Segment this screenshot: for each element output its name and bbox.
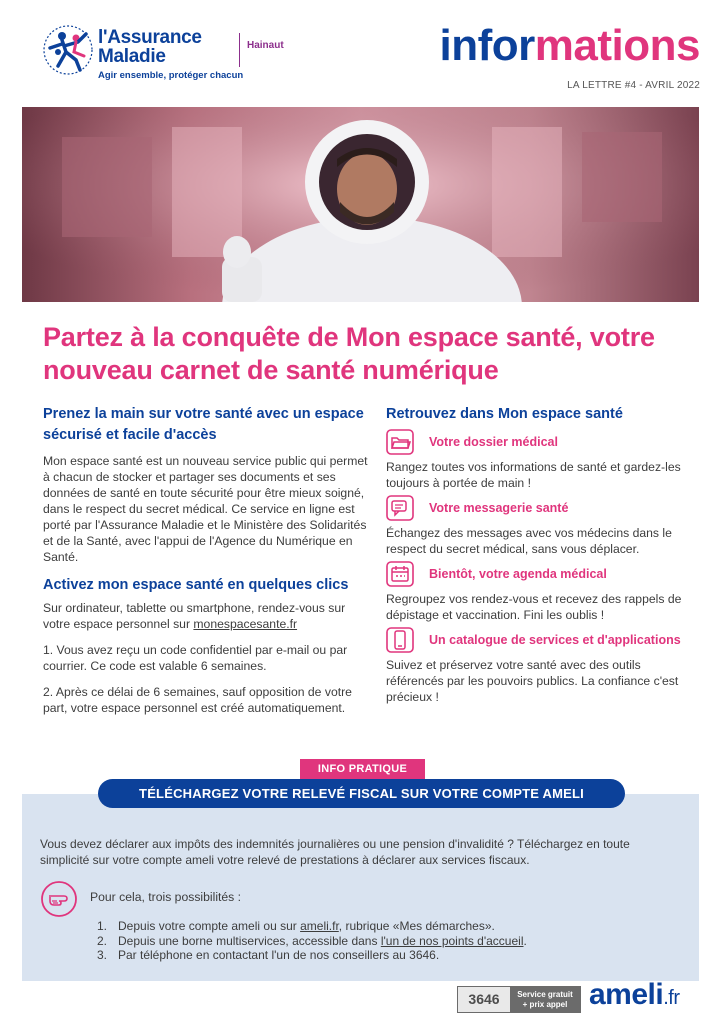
info-lead: Pour cela, trois possibilités : xyxy=(90,890,242,904)
phone-number: 3646 xyxy=(458,987,510,1012)
assurance-maladie-logo xyxy=(40,22,290,82)
hero-image xyxy=(22,107,699,302)
section-heading-activate: Activez mon espace santé en quelques clics xyxy=(43,577,349,593)
feature-text: Échangez des messages avec vos médecins dans le respect du secret médical, sans vous déplacer. xyxy=(386,526,672,556)
info-pratique-tag: INFO PRATIQUE xyxy=(300,759,425,779)
activation-step-2: 2. Après ce délai de 6 semaines, sauf opposition de votre part, votre espace personnel est créé automatiquement. xyxy=(43,685,352,715)
masthead-title: informations xyxy=(439,21,700,70)
section-heading-features: Retrouvez dans Mon espace santé xyxy=(386,406,623,422)
intro-paragraph: Mon espace santé est un nouveau service public qui permet à chacun de stocker et partager ses documents et ses données de santé en toute sécurité pour être mieux soigné, dans le respect du secret médical. Ce service en ligne est porté par l'Assurance Maladie et le Ministère des Solidarités et de la Santé, avec l'appui de l'Agence du Numérique en Santé. xyxy=(43,454,368,564)
folder-icon xyxy=(386,429,414,455)
messaging-icon xyxy=(386,495,414,521)
feature-title: Un catalogue de services et d'applications xyxy=(429,633,681,647)
logo-tagline: Agir ensemble, protéger chacun xyxy=(98,70,244,81)
info-intro: Vous devez déclarer aux impôts des indemnités journalières ou une pension d'invalidité ? Téléchargez en toute simplicité sur votre compte ameli votre relevé de prestations à déclarer aux services fiscaux. xyxy=(40,837,630,867)
ameli-link[interactable]: ameli.fr xyxy=(300,919,339,933)
section-heading-secure-space: Prenez la main sur votre santé avec un espace sécurisé et facile d'accès xyxy=(43,406,364,443)
feature-catalogue xyxy=(386,627,701,705)
main-title: Partez à la conquête de Mon espace santé, votre nouveau carnet de santé numérique xyxy=(43,322,655,385)
left-column xyxy=(43,404,368,716)
ameli-logo: ameli.fr xyxy=(589,978,680,1011)
phone-note: Service gratuit + prix appel xyxy=(510,987,580,1012)
pointing-hand-icon xyxy=(40,880,78,918)
logo-divider xyxy=(239,33,240,67)
info-banner: TÉLÉCHARGEZ VOTRE RELEVÉ FISCAL SUR VOTRE COMPTE AMELI xyxy=(98,779,625,808)
monespacesante-link[interactable]: monespacesante.fr xyxy=(193,617,298,631)
activate-paragraph: Sur ordinateur, tablette ou smartphone, rendez-vous sur votre espace personnel sur monespacesante.fr xyxy=(43,601,346,631)
feature-messaging xyxy=(386,495,701,557)
feature-title: Bientôt, votre agenda médical xyxy=(429,567,607,581)
issue-label: LA LETTRE #4 - AVRIL 2022 xyxy=(567,80,700,91)
region-label: Hainaut xyxy=(247,40,284,51)
feature-text: Suivez et préservez votre santé avec des outils référencés par les pouvoirs publics. La confiance c'est précieux ! xyxy=(386,658,679,704)
feature-agenda xyxy=(386,561,701,623)
smartphone-icon xyxy=(386,627,414,653)
list-item: 2. Depuis une borne multiservices, accessible dans l'un de nos points d'accueil. xyxy=(97,933,527,948)
points-accueil-link[interactable]: l'un de nos points d'accueil xyxy=(380,933,524,948)
activation-step-1: 1. Vous avez reçu un code confidentiel par e-mail ou par courrier. Ce code est valable 6 semaines. xyxy=(43,643,348,673)
assurance-maladie-emblem-icon xyxy=(40,22,96,78)
list-item: 3. Par téléphone en contactant l'un de nos conseillers au 3646. xyxy=(97,948,440,962)
info-list xyxy=(97,919,687,963)
feature-title: Votre dossier médical xyxy=(429,435,558,449)
right-column xyxy=(386,404,701,705)
calendar-icon xyxy=(386,561,414,587)
logo-name: l'Assurance Maladie xyxy=(98,27,202,67)
feature-title: Votre messagerie santé xyxy=(429,501,569,515)
feature-medical-record xyxy=(386,429,701,491)
astronaut-illustration xyxy=(22,107,699,302)
feature-text: Rangez toutes vos informations de santé et gardez-les toujours à portée de main ! xyxy=(386,460,681,490)
list-item: 1. Depuis votre compte ameli ou sur ameli.fr, rubrique «Mes démarches». xyxy=(97,919,495,933)
phone-badge[interactable] xyxy=(457,986,581,1013)
feature-text: Regroupez vos rendez-vous et recevez des rappels de dépistage et vaccination. Fini les oublis ! xyxy=(386,592,682,622)
